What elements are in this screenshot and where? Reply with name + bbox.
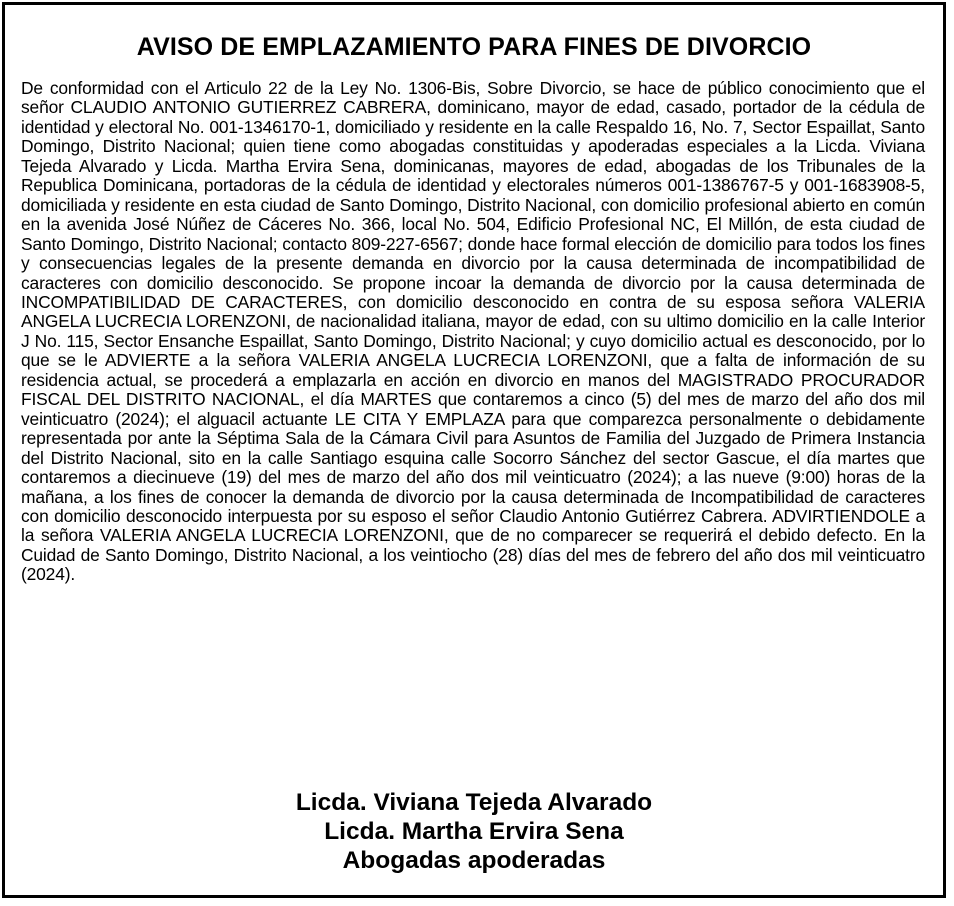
signature-role: Abogadas apoderadas [342, 847, 606, 874]
notice-body: De conformidad con el Articulo 22 de la Ley No. 1306-Bis, Sobre Divorcio, se hace de público conocimiento que el señor CLAUDIO ANTONIO GUTIERREZ CABRERA, dominicano, mayor de edad, casado, portador de la cédula de identidad y electoral No. 001-1346170-1, domiciliado y residente en la calle Respaldo 16, No. 7, Sector Espaillat, Santo Domingo, Distrito Nacional; quien tiene como abogadas constituidas y apoderadas especiales a la Licda. Viviana Tejeda Alvarado y Licda. Martha Ervira Sena, dominicanas, mayores de edad, abogadas de los Tribunales de la Republica Dominicana, portadoras de la cédula de identidad y electorales números 001-1386767-5 y 001-1683908-5, domiciliada y residente en esta ciudad de Santo Domingo, Distrito Nacional, con domicilio profesional abierto en común en la avenida José Núñez de Cáceres No. 366, local No. 504, Edificio Profesional NC, El Millón, de esta ciudad de Santo Domingo, Distrito Nacional; contacto 809-227-6567; donde hace formal elección de domicilio para todos los fines y consecuencias legales de la presente demanda en divorcio por la causa determinada de incompatibilidad de caracteres con domicilio desconocido. Se propone incoar la demanda de divorcio por la causa determinada de INCOMPATIBILIDAD DE CARACTERES, con domicilio desconocido en contra de su esposa señora VALERIA ANGELA LUCRECIA LORENZONI, de nacionalidad italiana, mayor de edad, con su ultimo domicilio en la calle Interior J No. 115, Sector Ensanche Espaillat, Santo Domingo, Distrito Nacional; y cuyo domicilio actual es desconocido, por lo que se le ADVIERTE a la señora VALERIA ANGELA LUCRECIA LORENZONI, que a falta de información de su residencia actual, se procederá a emplazarla en acción en divorcio en manos del MAGISTRADO PROCURADOR FISCAL DEL DISTRITO NACIONAL, el día MARTES que contaremos a cinco (5) del mes de marzo del año dos mil veinticuatro (2024); el alguacil actuante LE CITA Y EMPLAZA para que comparezca personalmente o debidamente representada por ante la Séptima Sala de la Cámara Civil para Asuntos de Familia del Juzgado de Primera Instancia del Distrito Nacional, sito en la calle Santiago esquina calle Socorro Sánchez del sector Gascue, el día martes que contaremos a diecinueve (19) del mes de marzo del año dos mil veinticuatro (2024); a las nueve (9:00) horas de la mañana, a los fines de conocer la demanda de divorcio por la causa determinada de Incompatibilidad de caracteres con domicilio desconocido interpuesta por su esposo el señor Claudio Antonio Gutiérrez Cabrera. ADVIRTIENDOLE a la señora VALERIA ANGELA LUCRECIA LORENZONI, que de no comparecer se requerirá el debido defecto. En la Cuidad de Santo Domingo, Distrito Nacional, a los veintiocho (28) días del mes de febrero del año dos mil veinticuatro (2024). [21, 78, 925, 585]
signature-line-2: Licda. Martha Ervira Sena [324, 818, 624, 845]
legal-notice [2, 2, 946, 898]
signature-block [5, 788, 943, 875]
signature-line-1: Licda. Viviana Tejeda Alvarado [295, 789, 653, 816]
notice-title: AVISO DE EMPLAZAMIENTO PARA FINES DE DIVORCIO [136, 33, 812, 61]
